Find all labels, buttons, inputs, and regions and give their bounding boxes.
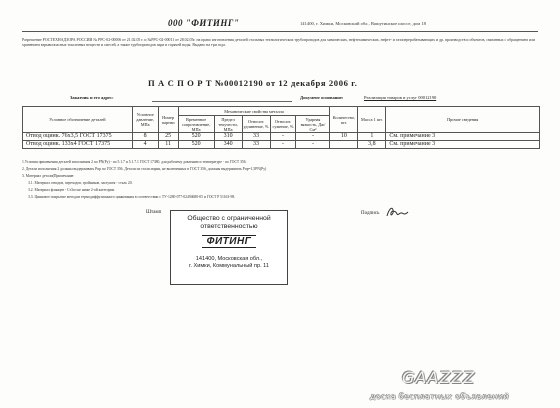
table-header-row <box>23 107 540 116</box>
cell-tensile: 520 <box>178 133 214 141</box>
header-rule <box>22 31 538 32</box>
passport-title: П А С П О Р Т №00012190 от 12 декабря 2006 г. <box>148 78 358 88</box>
stamp-line-3: 141400, Московская обл., <box>195 256 263 262</box>
signature-label: Подпись <box>361 211 380 216</box>
note-3-3: 3.3. Цинковое покрытие методом термодиффузионного цинкования в соответствии с ТУ-1280-077-02494680-05 и ГОСТ Р 51163-98. <box>28 195 236 199</box>
watermark-tagline: доска бесплатных объявлений <box>370 392 509 401</box>
cell-yield: 310 <box>214 133 242 141</box>
header-elongation: Относит. удлинение, % <box>242 116 270 133</box>
cell-other: См. примечание 3 <box>386 133 540 141</box>
signature-mark <box>385 205 409 219</box>
cell-elongation: 33 <box>242 141 270 149</box>
header-mechanical-properties: Механические свойства металла <box>178 107 330 116</box>
cell-quantity <box>330 141 358 149</box>
header-batch: Номер партии <box>158 107 178 133</box>
table-row <box>23 133 540 141</box>
company-stamp <box>170 210 288 285</box>
company-name: 000 "ФИТИНГ" <box>168 18 240 28</box>
customer-label: Заказчик и его адрес: <box>70 95 114 100</box>
cell-pressure: 8 <box>132 133 158 141</box>
basis-label: Документ основание: <box>300 95 344 100</box>
header-pressure: Условное давление, МПа <box>132 107 158 133</box>
cell-narrowing: - <box>270 141 296 149</box>
cell-impact: - <box>296 141 330 149</box>
cell-mass: 1 <box>358 133 386 141</box>
header-other: Прочие сведения <box>386 107 540 133</box>
customer-blank-line <box>152 101 292 102</box>
header-narrowing: Относит. сужение, % <box>270 116 296 133</box>
cell-mass: 3,8 <box>358 141 386 149</box>
cell-designation: Отвод оцинк. 76х3,5 ГОСТ 17375 <box>23 133 133 141</box>
cell-batch: 11 <box>158 141 178 149</box>
header-impact: Ударная вязкость, Дж/См² <box>296 116 330 133</box>
specification-table <box>22 106 540 149</box>
header-yield: Предел текучести, МПа <box>214 116 242 133</box>
note-3-1: 3.1. Материал отводов, переходов, тройников, заглушек - сталь 20. <box>28 181 133 185</box>
basis-value: Реализация товаров и услуг 00012190 <box>364 95 437 100</box>
permit-text: Разрешение РОСТЕХНАДЗОРА РОССИИ № РРС-02-00006 от 21.02.05 г. и №РРС-02-00011 от 28.02.05г. на право изготовления деталей стальных технологических трубопроводов для химических, нефтехимических, нефте- и газоперерабатывающих и др. производств и объектов, связанных с обращением или хранением взрывоопасных токсичных веществ и смесей, а также трубопроводов пара и горячей воды. Выдано на три года. <box>22 38 535 48</box>
stamp-logo: ФИТИНГ <box>202 235 257 248</box>
cell-narrowing: - <box>270 133 296 141</box>
cell-elongation: 33 <box>242 133 270 141</box>
cell-batch: 25 <box>158 133 178 141</box>
note-3-2: 3.2. Материал фланцев - Ст3сп не ниже 2-ой категории. <box>28 188 116 192</box>
stamp-line-1: Общество с ограниченной <box>187 215 271 222</box>
cell-tensile: 520 <box>178 141 214 149</box>
note-2: 2. Детали исполнения 2 должны выдерживать Pпр по ГОСТ 356. Детали из стали марки, не включенных в ГОСТ 356, должны выдерживать Pпр=1,5PN(Pу) <box>22 167 267 171</box>
header-tensile: Временное сопротивление, МПа <box>178 116 214 133</box>
stamp-label: Штамп <box>146 210 162 215</box>
cell-impact: - <box>296 133 330 141</box>
watermark-logo: GAAZZZ <box>402 368 476 387</box>
cell-designation: Отвод оцинк. 133х4 ГОСТ 17375 <box>23 141 133 149</box>
stamp-line-2: ответственностью <box>200 223 258 230</box>
header-quantity: Количество, шт. <box>330 107 358 133</box>
stamp-line-4: г. Химки, Коммунальный пр. 11 <box>189 263 269 269</box>
table-row <box>23 141 540 149</box>
note-1: 1.Условия применения деталей исполнения 2 по PN(Pу) - по 5.1.7 и 5.1.7.1 ГОСТ 17380, для рабочему давлению и температуре - по ГОСТ 356. <box>22 160 247 164</box>
cell-yield: 340 <box>214 141 242 149</box>
note-3: 3. Материал детали(Примечание: <box>22 174 75 178</box>
company-address: 141400, г. Химки, Московский обл., Вашутинское шоссе, дом 18 <box>300 21 426 26</box>
header-mass: Масса 1 шт. <box>358 107 386 133</box>
cell-quantity: 10 <box>330 133 358 141</box>
cell-pressure: 4 <box>132 141 158 149</box>
notes-block <box>22 159 540 201</box>
cell-other: См. примечание 3 <box>386 141 540 149</box>
header-designation: Условное обозначение деталей <box>23 107 133 133</box>
